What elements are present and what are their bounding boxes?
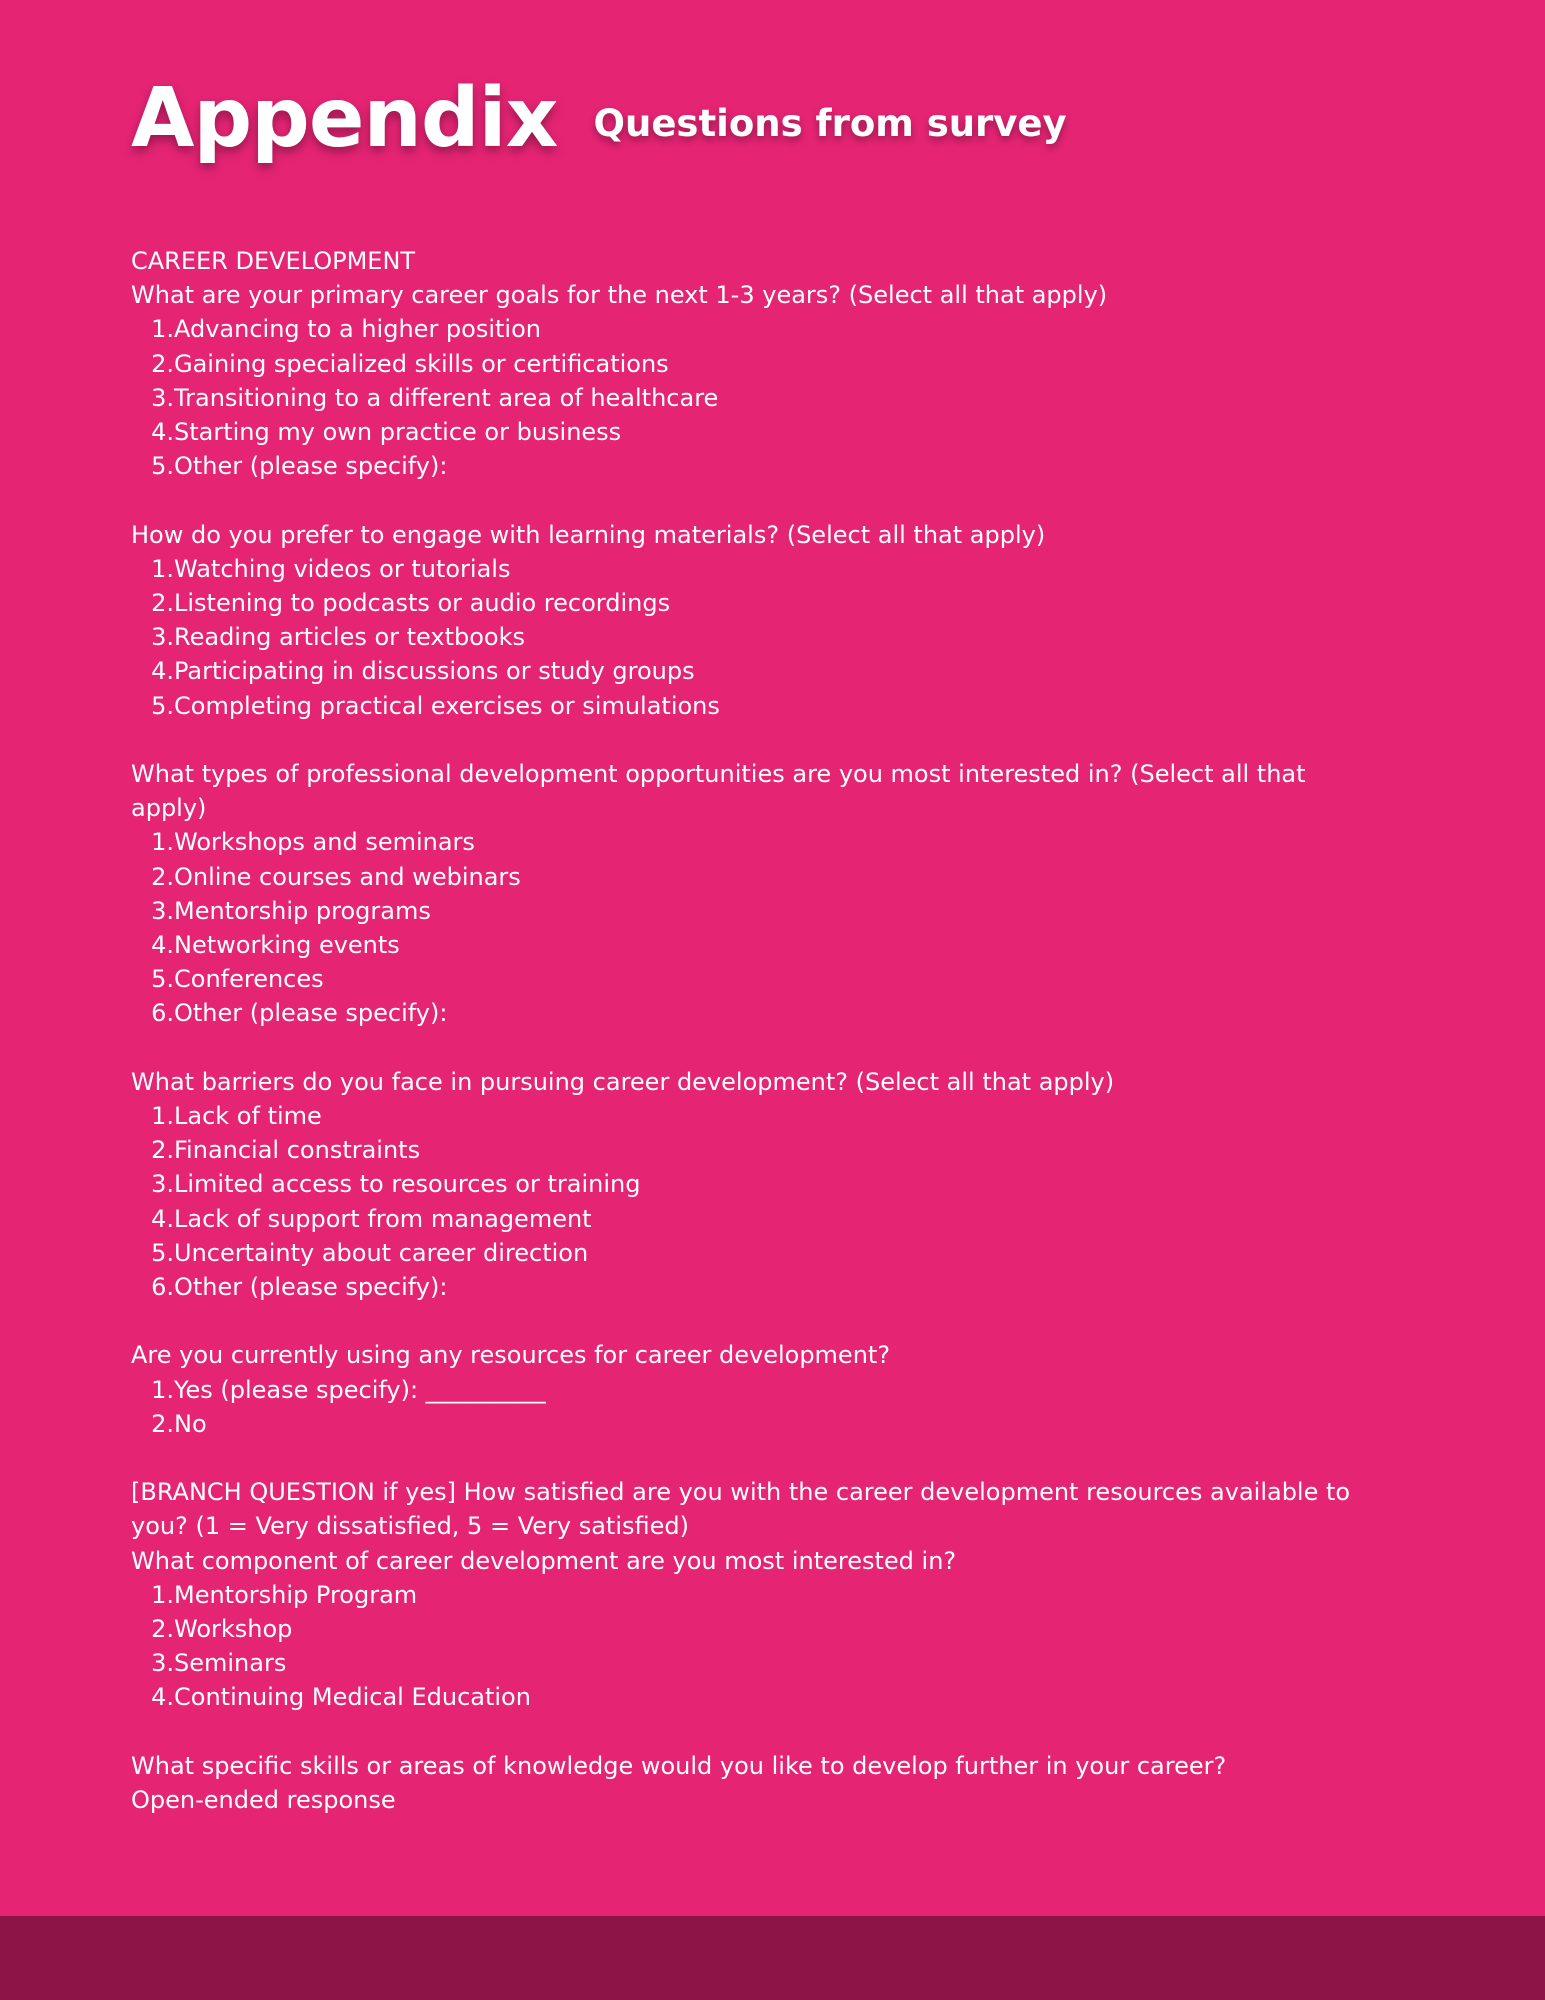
list-item: [131, 1680, 1361, 1714]
survey-content: [131, 244, 1361, 1817]
list-item: [131, 620, 1361, 654]
options-component-interest: [131, 1578, 1361, 1715]
list-number: 3.: [151, 383, 174, 412]
list-text: Gaining specialized skills or certifications: [174, 349, 669, 378]
list-text: Transitioning to a different area of healthcare: [174, 383, 719, 412]
list-item: [131, 1407, 1361, 1441]
list-item: [131, 347, 1361, 381]
list-item: [131, 1133, 1361, 1167]
list-text: Online courses and webinars: [174, 862, 521, 891]
list-item: [131, 1578, 1361, 1612]
list-number: 5.: [151, 452, 174, 481]
list-text: Starting my own practice or business: [174, 418, 622, 447]
list-item: [131, 825, 1361, 859]
list-text: Seminars: [174, 1649, 287, 1678]
list-number: 2.: [151, 349, 174, 378]
question-career-goals: What are your primary career goals for the next 1-3 years? (Select all that apply): [131, 281, 1108, 310]
list-number: 2.: [151, 1136, 174, 1165]
list-text: Lack of time: [174, 1102, 322, 1131]
question-branch-satisfaction: [BRANCH QUESTION if yes] How satisfied are you with the career development resources available to you? (1 = Very dissatisfied, 5 = Very satisfied): [131, 1478, 1351, 1541]
list-number: 1.: [151, 1102, 174, 1131]
list-item: [131, 586, 1361, 620]
list-text: Workshop: [174, 1615, 293, 1644]
list-number: 3.: [151, 1170, 174, 1199]
spacer: [131, 1715, 1361, 1749]
list-item: [131, 1646, 1361, 1680]
options-current-resources: [131, 1373, 1361, 1441]
list-text: Participating in discussions or study groups: [174, 657, 695, 686]
list-number: 2.: [151, 862, 174, 891]
list-number: 1.: [151, 554, 174, 583]
list-number: 4.: [151, 418, 174, 447]
list-text: Workshops and seminars: [174, 828, 475, 857]
list-item: [131, 996, 1361, 1030]
section-heading: CAREER DEVELOPMENT: [131, 247, 416, 275]
list-text: Conferences: [174, 965, 324, 994]
list-number: 1.: [151, 828, 174, 857]
list-item: [131, 860, 1361, 894]
list-number: 6.: [151, 1273, 174, 1302]
list-number: 4.: [151, 1204, 174, 1233]
list-text: Networking events: [174, 931, 400, 960]
list-text: Continuing Medical Education: [174, 1683, 531, 1712]
list-item: [131, 654, 1361, 688]
list-item: [131, 312, 1361, 346]
question-skills-open-ended: What specific skills or areas of knowledge would you like to develop further in your career?: [131, 1751, 1227, 1780]
list-item: [131, 928, 1361, 962]
list-number: 4.: [151, 1683, 174, 1712]
list-item: [131, 381, 1361, 415]
spacer: [131, 1031, 1361, 1065]
options-career-goals: [131, 312, 1361, 483]
list-number: 1.: [151, 1375, 174, 1404]
list-text: Completing practical exercises or simulations: [174, 691, 720, 720]
list-number: 5.: [151, 965, 174, 994]
question-learning-materials: How do you prefer to engage with learning materials? (Select all that apply): [131, 520, 1046, 549]
options-barriers: [131, 1099, 1361, 1304]
list-text: Mentorship Program: [174, 1580, 418, 1609]
list-item: [131, 894, 1361, 928]
list-text: No: [174, 1409, 207, 1438]
list-number: 1.: [151, 315, 174, 344]
list-number: 5.: [151, 1238, 174, 1267]
list-number: 4.: [151, 931, 174, 960]
options-development-opportunities: [131, 825, 1361, 1030]
list-item: [131, 1236, 1361, 1270]
spacer: [131, 483, 1361, 517]
list-text: Lack of support from management: [174, 1204, 592, 1233]
list-number: 5.: [151, 691, 174, 720]
list-item: [131, 1167, 1361, 1201]
list-item: [131, 962, 1361, 996]
question-current-resources: Are you currently using any resources for career development?: [131, 1341, 891, 1370]
list-text: Reading articles or textbooks: [174, 623, 526, 652]
question-barriers: What barriers do you face in pursuing career development? (Select all that apply): [131, 1067, 1115, 1096]
question-component-interest: What component of career development are you most interested in?: [131, 1546, 957, 1575]
list-item: [131, 1373, 1361, 1407]
list-text: Other (please specify):: [174, 1273, 448, 1302]
list-text: Mentorship programs: [174, 896, 431, 925]
list-number: 3.: [151, 896, 174, 925]
list-item: [131, 1270, 1361, 1304]
list-number: 2.: [151, 589, 174, 618]
list-number: 2.: [151, 1615, 174, 1644]
spacer: [131, 1441, 1361, 1475]
question-development-opportunities: What types of professional development opportunities are you most interested in? (Select all that apply): [131, 760, 1306, 823]
header: [131, 71, 1067, 166]
list-item: [131, 689, 1361, 723]
page-subtitle: Questions from survey: [593, 102, 1067, 145]
list-item: [131, 1099, 1361, 1133]
open-ended-note: Open-ended response: [131, 1786, 396, 1815]
list-text: Watching videos or tutorials: [174, 554, 511, 583]
page-title: Appendix: [131, 71, 558, 166]
list-text: Limited access to resources or training: [174, 1170, 641, 1199]
list-text: Listening to podcasts or audio recordings: [174, 589, 671, 618]
list-text: Uncertainty about career direction: [174, 1238, 589, 1267]
list-item: [131, 415, 1361, 449]
list-number: 6.: [151, 999, 174, 1028]
list-text: Advancing to a higher position: [174, 315, 541, 344]
list-number: 4.: [151, 657, 174, 686]
list-number: 1.: [151, 1580, 174, 1609]
options-learning-materials: [131, 552, 1361, 723]
list-number: 3.: [151, 623, 174, 652]
list-item: [131, 552, 1361, 586]
list-item: [131, 449, 1361, 483]
spacer: [131, 1304, 1361, 1338]
spacer: [131, 723, 1361, 757]
list-text: Other (please specify):: [174, 452, 448, 481]
list-number: 2.: [151, 1409, 174, 1438]
list-text: Other (please specify):: [174, 999, 448, 1028]
footer-band: [0, 1916, 1545, 2000]
list-number: 3.: [151, 1649, 174, 1678]
list-item: [131, 1202, 1361, 1236]
list-text: Yes (please specify): __________: [174, 1375, 546, 1404]
list-item: [131, 1612, 1361, 1646]
list-text: Financial constraints: [174, 1136, 421, 1165]
